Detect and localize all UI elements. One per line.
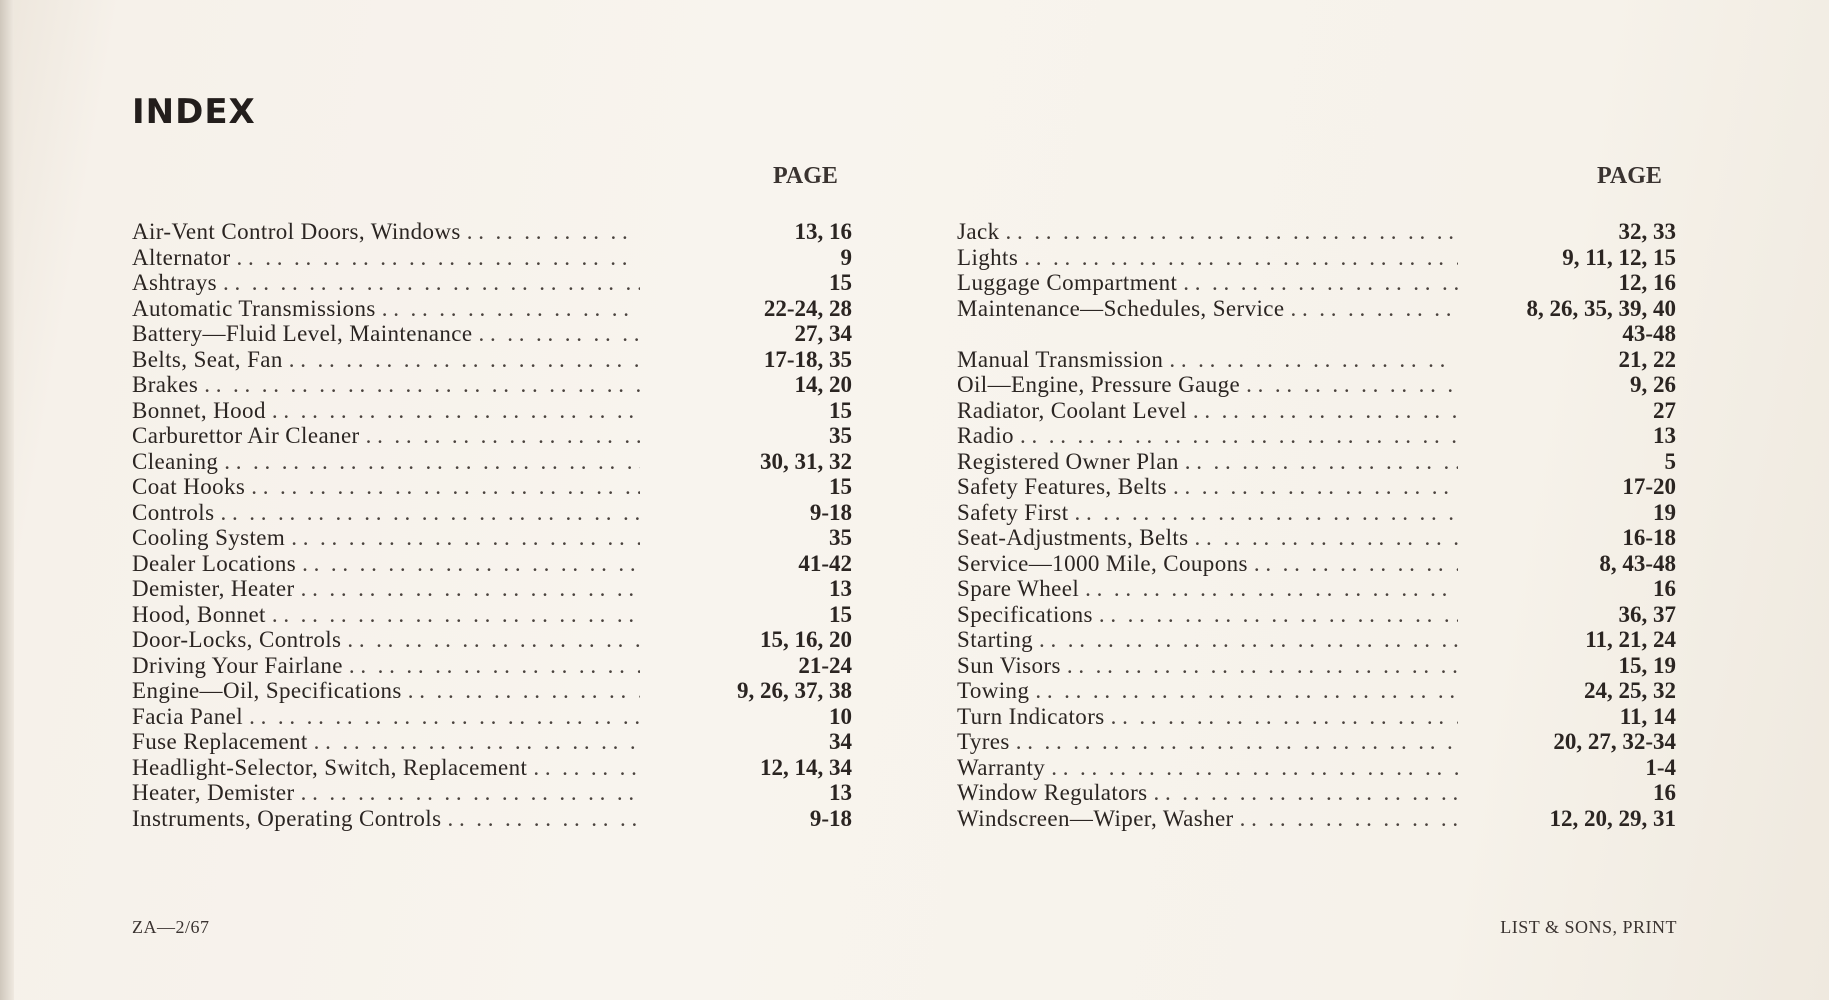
index-entry-term-cell [957, 729, 1458, 755]
index-entry-term-cell [132, 525, 640, 551]
index-term: Engine—Oil, Specifications [132, 678, 402, 703]
dot-leader [1187, 398, 1458, 424]
index-pages: 22-24, 28 [763, 295, 852, 321]
index-term: Carburettor Air Cleaner [132, 423, 360, 448]
index-pages: 9-18 [809, 805, 852, 831]
index-entry [132, 780, 852, 806]
index-pages: 16 [1653, 576, 1676, 601]
index-term: Cooling System [132, 525, 286, 550]
index-entry [132, 576, 852, 602]
index-entry [132, 423, 852, 449]
index-term: Coat Hooks [132, 474, 246, 499]
index-term: Ashtrays [132, 270, 217, 295]
footer-code: ZA—2/67 [132, 917, 210, 937]
index-term: Manual Transmission [957, 346, 1164, 372]
index-entry-term-cell [957, 602, 1458, 628]
index-pages: 15, 16, 20 [760, 627, 852, 652]
index-entry [957, 219, 1676, 245]
index-entry [132, 500, 852, 526]
index-entry-term-cell [132, 423, 640, 449]
dot-leader [1189, 525, 1458, 551]
index-entry [957, 576, 1676, 602]
dot-leader [296, 551, 640, 577]
index-entry-term-cell [132, 245, 640, 271]
index-term: Lights [957, 244, 1019, 270]
index-entry-term-cell [132, 270, 640, 296]
index-term: Window Regulators [957, 780, 1148, 805]
dot-leader [999, 219, 1458, 245]
dot-leader [1234, 806, 1458, 832]
index-entry [132, 678, 852, 704]
dot-leader [1079, 576, 1458, 602]
dot-leader [1167, 474, 1458, 500]
dot-leader [308, 729, 640, 755]
index-pages: 12, 14, 34 [760, 754, 852, 780]
dot-leader [266, 398, 640, 424]
index-term: Cleaning [132, 448, 219, 474]
index-term: Facia Panel [132, 703, 244, 729]
index-entry [957, 321, 1676, 347]
dot-leader [1285, 296, 1459, 322]
index-entry-term-cell [132, 602, 640, 628]
index-term: Brakes [132, 372, 199, 397]
index-pages: 24, 25, 32 [1584, 678, 1676, 703]
index-entry-term-cell [957, 576, 1458, 602]
dot-leader [1018, 245, 1458, 271]
index-entry [132, 806, 852, 832]
index-pages: 15 [829, 474, 852, 499]
index-pages: 1-4 [1645, 754, 1676, 780]
index-pages: 13, 16 [794, 219, 852, 244]
dot-leader [1069, 500, 1459, 526]
index-term: Fuse Replacement [132, 729, 308, 754]
page-binding-edge [0, 0, 14, 1000]
index-entry-term-cell [957, 372, 1458, 398]
index-term: Automatic Transmissions [132, 295, 376, 321]
index-entry-term-cell [132, 321, 640, 347]
index-entry-term-cell [957, 398, 1458, 424]
index-pages: 27 [1653, 397, 1676, 423]
index-entry [957, 474, 1676, 500]
index-term: Air-Vent Control Doors, Windows [132, 219, 461, 244]
index-entry [957, 245, 1676, 271]
dot-leader [1177, 270, 1458, 296]
index-pages: 15 [829, 397, 852, 423]
index-pages: 15, 19 [1618, 652, 1676, 678]
index-entry [132, 474, 852, 500]
dot-leader [527, 755, 640, 781]
index-entry [957, 780, 1676, 806]
index-term: Safety Features, Belts [957, 474, 1168, 499]
index-entry-term-cell [957, 296, 1458, 322]
index-entry-term-cell [957, 780, 1458, 806]
index-entry-term-cell [957, 551, 1458, 577]
index-entry-term-cell [132, 729, 640, 755]
index-entry [957, 398, 1676, 424]
index-pages: 35 [829, 525, 852, 550]
index-term: Turn Indicators [957, 703, 1105, 729]
index-pages: 13 [829, 780, 852, 805]
dot-leader [343, 653, 640, 679]
index-term: Towing [957, 678, 1030, 703]
index-pages: 11, 14 [1619, 703, 1676, 729]
index-term: Dealer Locations [132, 550, 297, 576]
index-entry-term-cell [957, 678, 1458, 704]
index-term: Warranty [957, 754, 1046, 780]
index-entry [132, 627, 852, 653]
index-term: Controls [132, 499, 215, 525]
index-term: Registered Owner Plan [957, 448, 1179, 474]
index-right-column [957, 219, 1676, 831]
index-entry [957, 729, 1676, 755]
index-entry-term-cell [132, 347, 640, 373]
index-term: Oil—Engine, Pressure Gauge [957, 372, 1241, 397]
index-entry-term-cell [132, 653, 640, 679]
dot-leader [231, 245, 640, 271]
dot-leader [441, 806, 640, 832]
index-pages: 27, 34 [794, 321, 852, 346]
index-entry-term-cell [957, 347, 1458, 373]
index-entry [132, 398, 852, 424]
index-entry-term-cell [957, 627, 1458, 653]
index-entry [957, 449, 1676, 475]
index-pages: 17-18, 35 [763, 346, 852, 372]
index-entry-term-cell [132, 806, 640, 832]
index-entry-term-cell [957, 525, 1458, 551]
dot-leader [402, 678, 640, 704]
index-left-column [132, 219, 852, 831]
index-entry [132, 449, 852, 475]
dot-leader [1033, 627, 1458, 653]
index-pages: 16 [1653, 780, 1676, 805]
dot-leader [1061, 653, 1458, 679]
index-pages: 35 [829, 423, 852, 448]
dot-leader [266, 602, 640, 628]
index-entry [132, 219, 852, 245]
index-entry-term-cell [132, 551, 640, 577]
dot-leader [1248, 551, 1458, 577]
index-entry [132, 602, 852, 628]
index-entry [132, 729, 852, 755]
dot-leader [1093, 602, 1458, 628]
index-entry [132, 347, 852, 373]
index-entry [957, 678, 1676, 704]
index-pages: 15 [829, 270, 852, 295]
index-entry-term-cell [957, 245, 1458, 271]
index-pages: 9 [840, 244, 852, 270]
index-pages: 34 [829, 729, 852, 754]
index-entry-term-cell [132, 500, 640, 526]
index-term: Demister, Heater [132, 576, 295, 601]
index-term: Safety First [957, 499, 1069, 525]
dot-leader [376, 296, 640, 322]
dot-leader [214, 500, 640, 526]
index-entry-term-cell [132, 474, 640, 500]
dot-leader [1045, 755, 1458, 781]
index-term: Hood, Bonnet [132, 601, 266, 627]
dot-leader [360, 423, 640, 449]
index-entry-term-cell [132, 678, 640, 704]
index-entry [132, 245, 852, 271]
index-pages: 36, 37 [1618, 601, 1676, 627]
page-title: INDEX [132, 92, 256, 132]
index-pages: 12, 16 [1618, 270, 1676, 295]
index-entry [957, 627, 1676, 653]
index-term: Radiator, Coolant Level [957, 397, 1187, 423]
index-entry-term-cell [957, 653, 1458, 679]
index-entry [957, 372, 1676, 398]
dot-leader [341, 627, 640, 653]
index-pages: 10 [829, 703, 852, 729]
index-entry [132, 755, 852, 781]
dot-leader [1010, 729, 1458, 755]
index-term: Luggage Compartment [957, 270, 1178, 295]
index-pages: 21, 22 [1618, 346, 1676, 372]
index-term: Heater, Demister [132, 780, 295, 805]
index-pages: 11, 21, 24 [1585, 627, 1676, 652]
index-pages: 21-24 [798, 652, 852, 678]
index-term: Alternator [132, 244, 231, 270]
dot-leader [285, 525, 640, 551]
dot-leader [461, 219, 640, 245]
index-term: Jack [957, 219, 1000, 244]
index-entry-term-cell [132, 296, 640, 322]
index-pages: 43-48 [1622, 321, 1676, 346]
index-entry [957, 525, 1676, 551]
index-term: Driving Your Fairlane [132, 652, 343, 678]
dot-leader [245, 474, 640, 500]
dot-leader [243, 704, 640, 730]
dot-leader [1014, 423, 1458, 449]
index-pages: 13 [1653, 423, 1676, 448]
index-entry-term-cell [957, 270, 1458, 296]
index-entry-term-cell [957, 704, 1458, 730]
index-entry-term-cell [957, 806, 1458, 832]
index-term: Battery—Fluid Level, Maintenance [132, 321, 473, 346]
dot-leader [1105, 704, 1458, 730]
index-pages: 32, 33 [1618, 219, 1676, 244]
index-entry [957, 296, 1676, 322]
index-entry-term-cell [957, 500, 1458, 526]
index-term: Door-Locks, Controls [132, 627, 342, 652]
index-pages: 19 [1653, 499, 1676, 525]
left-page-column-header: PAGE [773, 163, 838, 189]
index-entry [132, 372, 852, 398]
index-pages: 17-20 [1622, 474, 1676, 499]
index-entry-term-cell [957, 423, 1458, 449]
dot-leader [472, 321, 640, 347]
index-pages: 5 [1664, 448, 1676, 474]
index-pages: 16-18 [1622, 525, 1676, 550]
index-pages: 9, 11, 12, 15 [1562, 244, 1676, 270]
index-entry [132, 704, 852, 730]
index-entry [957, 653, 1676, 679]
index-entry [132, 525, 852, 551]
index-pages: 14, 20 [794, 372, 852, 397]
index-entry [957, 347, 1676, 373]
index-term: Starting [957, 627, 1034, 652]
index-term: Sun Visors [957, 652, 1061, 678]
index-entry [957, 704, 1676, 730]
right-page-column-header: PAGE [1597, 163, 1662, 189]
index-term: Instruments, Operating Controls [132, 805, 442, 831]
index-entry [132, 270, 852, 296]
index-term: Windscreen—Wiper, Washer [957, 805, 1234, 831]
index-pages: 9, 26, 37, 38 [737, 678, 852, 703]
dot-leader [218, 449, 640, 475]
index-pages: 9-18 [809, 499, 852, 525]
index-term: Seat-Adjustments, Belts [957, 525, 1189, 550]
dot-leader [198, 372, 640, 398]
index-term: Service—1000 Mile, Coupons [957, 550, 1248, 576]
index-entry-term-cell [957, 755, 1458, 781]
index-term: Maintenance—Schedules, Service [957, 295, 1285, 321]
dot-leader [295, 780, 640, 806]
index-entry-term-cell [957, 449, 1458, 475]
index-term: Tyres [957, 729, 1010, 754]
dot-leader [295, 576, 640, 602]
index-pages: 20, 27, 32-34 [1553, 729, 1676, 754]
dot-leader [1148, 780, 1459, 806]
index-entry-term-cell [957, 219, 1458, 245]
index-term: Specifications [957, 601, 1093, 627]
index-pages: 8, 26, 35, 39, 40 [1526, 295, 1676, 321]
index-term: Bonnet, Hood [132, 397, 266, 423]
index-entry [957, 423, 1676, 449]
index-pages: 13 [829, 576, 852, 601]
index-entry-term-cell [132, 627, 640, 653]
index-term: Headlight-Selector, Switch, Replacement [132, 754, 528, 780]
index-entry-term-cell [132, 398, 640, 424]
index-term: Spare Wheel [957, 576, 1080, 601]
dot-leader [1240, 372, 1458, 398]
dot-leader [1163, 347, 1458, 373]
footer-printer: LIST & SONS, PRINT [1500, 917, 1677, 937]
index-entry [957, 755, 1676, 781]
index-entry [132, 321, 852, 347]
index-entry-term-cell [132, 704, 640, 730]
index-pages: 30, 31, 32 [760, 448, 852, 474]
index-entry [132, 653, 852, 679]
index-pages: 41-42 [798, 550, 852, 576]
index-entry [957, 500, 1676, 526]
index-entry-term-cell [132, 449, 640, 475]
index-entry [957, 551, 1676, 577]
index-entry-term-cell [957, 321, 1458, 347]
index-entry-term-cell [132, 372, 640, 398]
dot-leader [217, 270, 640, 296]
dot-leader [1179, 449, 1458, 475]
index-entry [132, 551, 852, 577]
index-pages: 9, 26 [1630, 372, 1676, 397]
index-entry-term-cell [132, 219, 640, 245]
index-entry-term-cell [132, 780, 640, 806]
index-term: Belts, Seat, Fan [132, 346, 283, 372]
index-pages: 12, 20, 29, 31 [1549, 805, 1676, 831]
index-pages: 8, 43-48 [1599, 550, 1676, 576]
index-entry [957, 806, 1676, 832]
index-entry [957, 270, 1676, 296]
index-entry [957, 602, 1676, 628]
index-pages: 15 [829, 601, 852, 627]
index-entry-term-cell [132, 576, 640, 602]
dot-leader [1029, 678, 1458, 704]
index-entry-term-cell [957, 474, 1458, 500]
index-entry [132, 296, 852, 322]
index-term: Radio [957, 423, 1014, 448]
index-entry-term-cell [132, 755, 640, 781]
dot-leader [283, 347, 640, 373]
